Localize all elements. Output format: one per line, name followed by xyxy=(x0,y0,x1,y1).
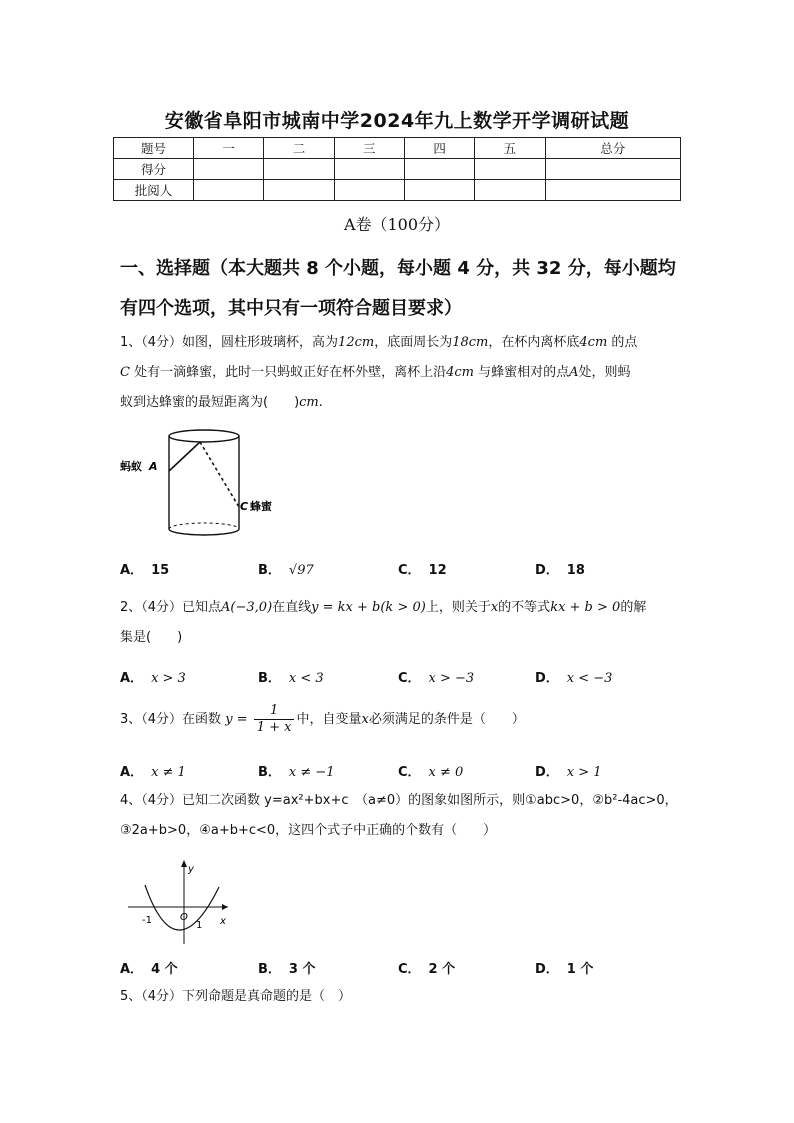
option-value: x ≠ 1 xyxy=(151,765,186,780)
q2-option-d[interactable] xyxy=(535,667,612,686)
q2-line-equation: y = kx + b(k > 0) xyxy=(311,600,426,615)
section-heading-line2: 有四个选项，其中只有一项符合题目要求） xyxy=(120,298,462,319)
score-cell xyxy=(475,180,545,201)
parabola-curve xyxy=(145,885,219,930)
score-row-label: 得分 xyxy=(114,159,194,180)
q3-function-lhs: y = xyxy=(225,712,248,727)
option-label: C． xyxy=(398,671,421,686)
q1-text: 处，则蚂 xyxy=(578,365,631,380)
score-cell xyxy=(545,180,680,201)
q2-text: 上，则关于 xyxy=(425,600,491,615)
q2-options xyxy=(120,667,685,687)
q1-option-b[interactable] xyxy=(258,559,314,578)
q4-option-b[interactable] xyxy=(258,958,316,977)
option-label: D． xyxy=(535,563,559,578)
score-header-cell: 二 xyxy=(264,138,334,159)
cylinder-bottom-back xyxy=(169,523,239,529)
cylinder-top xyxy=(169,430,239,442)
q2-text: 的不等式 xyxy=(498,600,551,615)
score-cell xyxy=(404,180,474,201)
q1-text: ，底面周长为 xyxy=(374,335,453,350)
score-cell xyxy=(334,159,404,180)
option-value: x < 3 xyxy=(288,671,324,686)
q1-option-d[interactable] xyxy=(535,559,585,578)
option-value: 18 xyxy=(566,563,585,578)
q1-text: 的点 xyxy=(607,335,638,350)
honey-label: 蜂蜜 xyxy=(250,500,272,513)
q1-text: . xyxy=(318,395,323,410)
q3-options xyxy=(120,761,685,781)
cylinder-bottom-front xyxy=(169,529,239,535)
q3-text: 3、（4分）在函数 xyxy=(120,712,222,727)
option-label: D． xyxy=(535,962,559,977)
q2-variable: x xyxy=(490,600,499,615)
score-header-cell: 一 xyxy=(194,138,264,159)
option-label: B． xyxy=(258,962,281,977)
option-label: A． xyxy=(120,765,144,780)
score-cell xyxy=(194,180,264,201)
q1-text: 1、（4分）如图，圆柱形玻璃杯，高为 xyxy=(120,335,339,350)
ant-label: 蚂蚁 xyxy=(120,460,142,473)
fraction-denominator: 1 + x xyxy=(256,720,292,735)
option-value: x ≠ −1 xyxy=(288,765,335,780)
q3-option-b[interactable] xyxy=(258,761,335,780)
option-label: C． xyxy=(398,765,421,780)
score-header-cell: 五 xyxy=(475,138,545,159)
score-table-row xyxy=(114,159,681,180)
volume-title: A卷（100分） xyxy=(343,215,451,234)
q2-text: 2、（4分）已知点 xyxy=(120,600,222,615)
score-cell xyxy=(194,159,264,180)
score-row-label: 批阅人 xyxy=(114,180,194,201)
q1-circumference: 18cm xyxy=(452,335,489,350)
score-cell xyxy=(264,159,334,180)
q3-fraction xyxy=(254,703,295,736)
origin-label: O xyxy=(180,912,188,923)
x-axis-label: x xyxy=(220,916,226,927)
option-label: A． xyxy=(120,671,144,686)
q4-option-c[interactable] xyxy=(398,958,455,977)
q3-option-d[interactable] xyxy=(535,761,602,780)
q4-options xyxy=(120,958,685,978)
score-cell xyxy=(334,180,404,201)
q4-text-line1: 4、（4分）已知二次函数 y=ax²+bx+c （a≠0）的图象如图所示，则①abc>0，②b²-4ac>0， xyxy=(120,793,678,808)
tick-label-1: 1 xyxy=(196,920,203,931)
option-value: 4 个 xyxy=(151,962,178,977)
ant-path-dashed xyxy=(200,442,239,507)
q2-text: 集是( ) xyxy=(120,630,183,645)
q2-option-b[interactable] xyxy=(258,667,324,686)
q2-text: 在直线 xyxy=(272,600,312,615)
option-value: 2 个 xyxy=(428,962,456,977)
option-value: x ≠ 0 xyxy=(428,765,464,780)
q1-text: 与蜂蜜相对的点 xyxy=(473,365,570,380)
q1-point-a: A xyxy=(569,365,579,380)
option-value: x > 1 xyxy=(566,765,602,780)
q1-distance: 4cm xyxy=(579,335,608,350)
option-label: B． xyxy=(258,765,281,780)
y-axis-arrow xyxy=(181,860,187,867)
section-heading-line1: 一、选择题（本大题共 8 个小题，每小题 4 分，共 32 分，每小题均 xyxy=(120,258,676,279)
option-value: 12 xyxy=(428,563,447,578)
question-1 xyxy=(120,328,685,418)
q1-options xyxy=(120,559,685,579)
question-2 xyxy=(120,593,685,653)
q1-text: 蚁到达蜂蜜的最短距离为( ) xyxy=(120,395,300,410)
score-table xyxy=(113,137,681,201)
question-5: 5、（4分）下列命题是真命题的是（ ） xyxy=(120,989,352,1004)
q2-inequality: kx + b > 0 xyxy=(550,600,621,615)
y-axis-label: y xyxy=(188,864,194,875)
option-label: D． xyxy=(535,765,559,780)
q3-option-c[interactable] xyxy=(398,761,463,780)
q3-text: 中，自变量 xyxy=(296,712,362,727)
score-header-cell: 题号 xyxy=(114,138,194,159)
option-value: x > −3 xyxy=(428,671,475,686)
q1-text: 处有一滴蜂蜜，此时一只蚂蚁正好在杯外壁，离杯上沿 xyxy=(129,365,447,380)
q4-option-d[interactable] xyxy=(535,958,593,977)
q2-option-a[interactable] xyxy=(120,667,186,686)
option-value: 15 xyxy=(151,563,170,578)
option-value: √97 xyxy=(288,563,314,578)
option-value: x > 3 xyxy=(151,671,186,686)
q1-text: ，在杯内离杯底 xyxy=(488,335,580,350)
parabola-figure xyxy=(124,858,234,948)
score-cell xyxy=(545,159,680,180)
ant-path-solid xyxy=(169,442,200,471)
q4-option-a[interactable] xyxy=(120,958,178,977)
ant-point-label: A xyxy=(149,460,158,473)
tick-label-neg1: -1 xyxy=(142,915,152,926)
x-axis-arrow xyxy=(222,904,228,910)
score-cell xyxy=(475,159,545,180)
option-label: A． xyxy=(120,962,144,977)
option-value: 1 个 xyxy=(566,962,594,977)
q3-variable: x xyxy=(361,712,369,727)
score-header-cell: 四 xyxy=(404,138,474,159)
option-label: C． xyxy=(398,962,421,977)
score-cell xyxy=(264,180,334,201)
score-table-header-row xyxy=(114,138,681,159)
question-4 xyxy=(120,786,685,846)
option-label: D． xyxy=(535,671,559,686)
option-label: C． xyxy=(398,563,421,578)
question-3 xyxy=(120,702,685,738)
cylinder-figure xyxy=(118,425,288,545)
option-value: 3 个 xyxy=(288,962,316,977)
q4-text-line2: ③2a+b>0，④a+b+c<0，这四个式子中正确的个数有（ ） xyxy=(120,823,497,838)
q1-option-a[interactable] xyxy=(120,559,169,578)
score-header-cell: 三 xyxy=(334,138,404,159)
score-header-cell: 总分 xyxy=(545,138,680,159)
q1-height: 12cm xyxy=(338,335,375,350)
option-label: B． xyxy=(258,671,281,686)
score-table-row xyxy=(114,180,681,201)
q1-point-c: C xyxy=(120,365,130,380)
q2-text: 的解 xyxy=(620,600,647,615)
exam-title: 安徽省阜阳市城南中学2024年九上数学开学调研试题 xyxy=(164,110,630,132)
option-label: B． xyxy=(258,563,281,578)
fraction-numerator: 1 xyxy=(254,703,295,720)
q2-point: A(−3,0) xyxy=(221,600,273,615)
q1-option-c[interactable] xyxy=(398,559,447,578)
honey-point-label: C xyxy=(240,500,249,513)
option-label: A． xyxy=(120,563,144,578)
q3-text: 必须满足的条件是（ ） xyxy=(368,712,525,727)
q1-distance-2: 4cm xyxy=(446,365,474,380)
q1-unit: cm xyxy=(299,395,319,410)
q3-option-a[interactable] xyxy=(120,761,186,780)
q2-option-c[interactable] xyxy=(398,667,474,686)
option-value: x < −3 xyxy=(566,671,613,686)
score-cell xyxy=(404,159,474,180)
